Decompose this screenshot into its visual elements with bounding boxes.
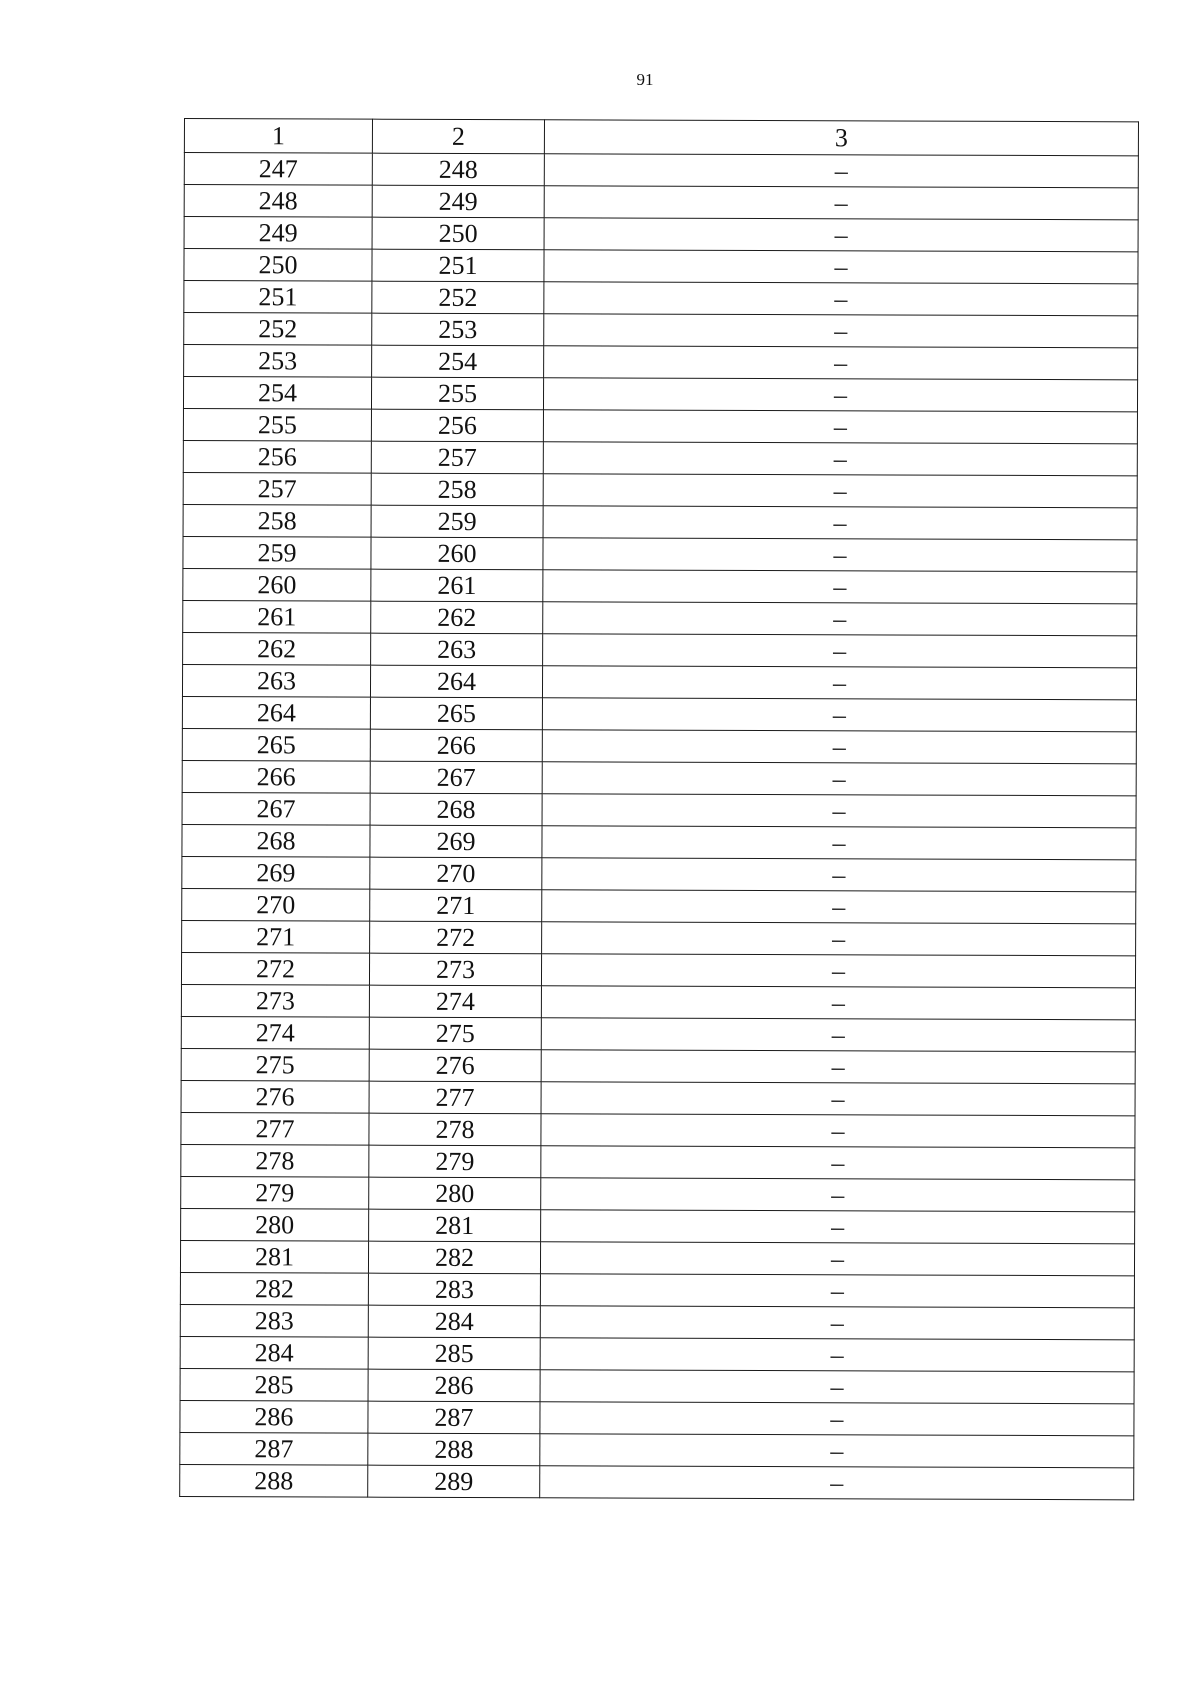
table-row	[184, 281, 1138, 316]
cell-col-3: –	[543, 378, 1137, 412]
table-row	[182, 696, 1136, 731]
cell-col-2: 275	[369, 1017, 541, 1050]
cell-col-2: 278	[369, 1113, 541, 1146]
data-table	[179, 118, 1139, 1500]
cell-col-3: –	[542, 794, 1136, 828]
cell-col-2: 272	[370, 921, 542, 954]
cell-col-1: 276	[181, 1080, 369, 1113]
cell-col-3: –	[541, 1082, 1135, 1116]
cell-col-1: 254	[183, 377, 371, 410]
cell-col-2: 257	[371, 441, 543, 474]
cell-col-2: 289	[368, 1465, 540, 1498]
table-row	[183, 408, 1137, 443]
cell-col-1: 257	[183, 472, 371, 505]
cell-col-3: –	[542, 762, 1136, 796]
table-row	[182, 664, 1136, 699]
cell-col-1: 255	[183, 408, 371, 441]
cell-col-1: 267	[182, 792, 370, 825]
cell-col-3: –	[541, 1114, 1135, 1148]
cell-col-1: 263	[182, 664, 370, 697]
cell-col-1: 260	[183, 568, 371, 601]
cell-col-3: –	[544, 282, 1138, 316]
table-row	[183, 632, 1137, 667]
cell-col-2: 261	[371, 569, 543, 602]
cell-col-3: –	[544, 154, 1138, 188]
column-header-1: 1	[184, 119, 372, 154]
column-header-3: 3	[544, 120, 1138, 156]
cell-col-2: 281	[369, 1209, 541, 1242]
cell-col-1: 268	[182, 824, 370, 857]
cell-col-2: 283	[368, 1273, 540, 1306]
cell-col-1: 274	[181, 1016, 369, 1049]
table-row	[184, 153, 1138, 188]
cell-col-2: 258	[371, 473, 543, 506]
table-header-row	[184, 119, 1138, 156]
cell-col-3: –	[542, 730, 1136, 764]
cell-col-1: 288	[180, 1464, 368, 1497]
cell-col-2: 271	[370, 889, 542, 922]
cell-col-3: –	[543, 410, 1137, 444]
cell-col-1: 261	[183, 600, 371, 633]
table-row	[182, 856, 1136, 891]
cell-col-1: 286	[180, 1400, 368, 1433]
column-header-2: 2	[372, 119, 544, 154]
cell-col-3: –	[544, 218, 1138, 252]
cell-col-2: 282	[368, 1241, 540, 1274]
cell-col-3: –	[543, 506, 1137, 540]
table-row	[184, 313, 1138, 348]
cell-col-1: 287	[180, 1432, 368, 1465]
cell-col-2: 265	[370, 697, 542, 730]
table-row	[182, 920, 1136, 955]
cell-col-1: 279	[181, 1176, 369, 1209]
cell-col-3: –	[540, 1338, 1134, 1372]
cell-col-2: 287	[368, 1401, 540, 1434]
table-row	[183, 377, 1137, 412]
cell-col-1: 282	[180, 1272, 368, 1305]
table-row	[181, 952, 1135, 987]
table-row	[180, 1272, 1134, 1307]
cell-col-2: 250	[372, 217, 544, 250]
cell-col-2: 266	[370, 729, 542, 762]
cell-col-1: 250	[184, 249, 372, 282]
cell-col-1: 248	[184, 185, 372, 218]
table-row	[181, 1176, 1135, 1211]
table-row	[182, 792, 1136, 827]
cell-col-1: 265	[182, 728, 370, 761]
cell-col-1: 264	[182, 696, 370, 729]
cell-col-3: –	[540, 1434, 1134, 1468]
cell-col-1: 280	[181, 1208, 369, 1241]
cell-col-1: 252	[184, 313, 372, 346]
cell-col-2: 260	[371, 537, 543, 570]
cell-col-1: 253	[184, 345, 372, 378]
cell-col-2: 248	[372, 153, 544, 186]
cell-col-1: 270	[182, 888, 370, 921]
cell-col-2: 288	[368, 1433, 540, 1466]
cell-col-3: –	[542, 666, 1136, 700]
cell-col-1: 278	[181, 1144, 369, 1177]
cell-col-2: 249	[372, 185, 544, 218]
cell-col-2: 276	[369, 1049, 541, 1082]
table-row	[180, 1240, 1134, 1275]
cell-col-2: 286	[368, 1369, 540, 1402]
table-row	[183, 568, 1137, 603]
cell-col-3: –	[542, 858, 1136, 892]
cell-col-2: 277	[369, 1081, 541, 1114]
cell-col-2: 267	[370, 761, 542, 794]
cell-col-3: –	[541, 1210, 1135, 1244]
table-row	[181, 1080, 1135, 1115]
cell-col-2: 263	[371, 633, 543, 666]
cell-col-3: –	[541, 1178, 1135, 1212]
table-row	[181, 1112, 1135, 1147]
cell-col-3: –	[542, 922, 1136, 956]
cell-col-1: 285	[180, 1368, 368, 1401]
table-row	[182, 728, 1136, 763]
cell-col-3: –	[540, 1466, 1134, 1500]
cell-col-3: –	[544, 186, 1138, 220]
table-row	[181, 984, 1135, 1019]
cell-col-3: –	[544, 250, 1138, 284]
cell-col-1: 258	[183, 504, 371, 537]
table-row	[184, 345, 1138, 380]
page-number: 91	[636, 70, 654, 89]
cell-col-3: –	[541, 1050, 1135, 1084]
cell-col-3: –	[542, 890, 1136, 924]
cell-col-3: –	[542, 698, 1136, 732]
cell-col-2: 252	[372, 281, 544, 314]
cell-col-3: –	[543, 442, 1137, 476]
cell-col-3: –	[540, 1402, 1134, 1436]
cell-col-2: 259	[371, 505, 543, 538]
cell-col-1: 273	[181, 984, 369, 1017]
cell-col-2: 253	[372, 313, 544, 346]
table-row	[180, 1368, 1134, 1403]
cell-col-1: 251	[184, 281, 372, 314]
cell-col-1: 283	[180, 1304, 368, 1337]
cell-col-2: 280	[369, 1177, 541, 1210]
table-row	[180, 1336, 1134, 1371]
table-row	[181, 1208, 1135, 1243]
table-row	[182, 824, 1136, 859]
table-row	[180, 1432, 1134, 1467]
table-row	[183, 440, 1137, 475]
table-row	[181, 1144, 1135, 1179]
cell-col-3: –	[544, 314, 1138, 348]
table-row	[180, 1304, 1134, 1339]
cell-col-2: 264	[370, 665, 542, 698]
cell-col-2: 270	[370, 857, 542, 890]
table-row	[184, 249, 1138, 284]
table-row	[182, 760, 1136, 795]
table-row	[180, 1464, 1134, 1499]
cell-col-1: 266	[182, 760, 370, 793]
table-row	[183, 504, 1137, 539]
cell-col-3: –	[543, 634, 1137, 668]
cell-col-2: 255	[371, 377, 543, 410]
cell-col-3: –	[543, 474, 1137, 508]
table-row	[183, 536, 1137, 571]
cell-col-3: –	[540, 1370, 1134, 1404]
cell-col-3: –	[543, 602, 1137, 636]
cell-col-2: 285	[368, 1337, 540, 1370]
table-row	[184, 185, 1138, 220]
cell-col-3: –	[542, 826, 1136, 860]
cell-col-3: –	[541, 986, 1135, 1020]
cell-col-2: 254	[372, 345, 544, 378]
cell-col-1: 281	[180, 1240, 368, 1273]
table-row	[180, 1400, 1134, 1435]
cell-col-1: 247	[184, 153, 372, 186]
cell-col-1: 262	[183, 632, 371, 665]
table-row	[181, 1016, 1135, 1051]
cell-col-3: –	[541, 954, 1135, 988]
table-body	[180, 119, 1139, 1500]
cell-col-2: 274	[369, 985, 541, 1018]
cell-col-3: –	[540, 1274, 1134, 1308]
cell-col-1: 272	[181, 952, 369, 985]
table-row	[181, 1048, 1135, 1083]
cell-col-1: 269	[182, 856, 370, 889]
cell-col-2: 279	[369, 1145, 541, 1178]
cell-col-3: –	[541, 1146, 1135, 1180]
cell-col-1: 256	[183, 440, 371, 473]
cell-col-1: 271	[182, 920, 370, 953]
cell-col-3: –	[543, 570, 1137, 604]
cell-col-3: –	[540, 1242, 1134, 1276]
cell-col-3: –	[541, 1018, 1135, 1052]
cell-col-1: 259	[183, 536, 371, 569]
cell-col-1: 275	[181, 1048, 369, 1081]
cell-col-3: –	[543, 538, 1137, 572]
table-row	[184, 217, 1138, 252]
table-row	[182, 888, 1136, 923]
cell-col-1: 249	[184, 217, 372, 250]
cell-col-2: 273	[369, 953, 541, 986]
cell-col-2: 284	[368, 1305, 540, 1338]
table-row	[183, 472, 1137, 507]
cell-col-2: 262	[371, 601, 543, 634]
cell-col-1: 284	[180, 1336, 368, 1369]
cell-col-2: 269	[370, 825, 542, 858]
cell-col-3: –	[544, 346, 1138, 380]
table-row	[183, 600, 1137, 635]
cell-col-2: 268	[370, 793, 542, 826]
cell-col-2: 256	[371, 409, 543, 442]
cell-col-1: 277	[181, 1112, 369, 1145]
cell-col-3: –	[540, 1306, 1134, 1340]
cell-col-2: 251	[372, 249, 544, 282]
